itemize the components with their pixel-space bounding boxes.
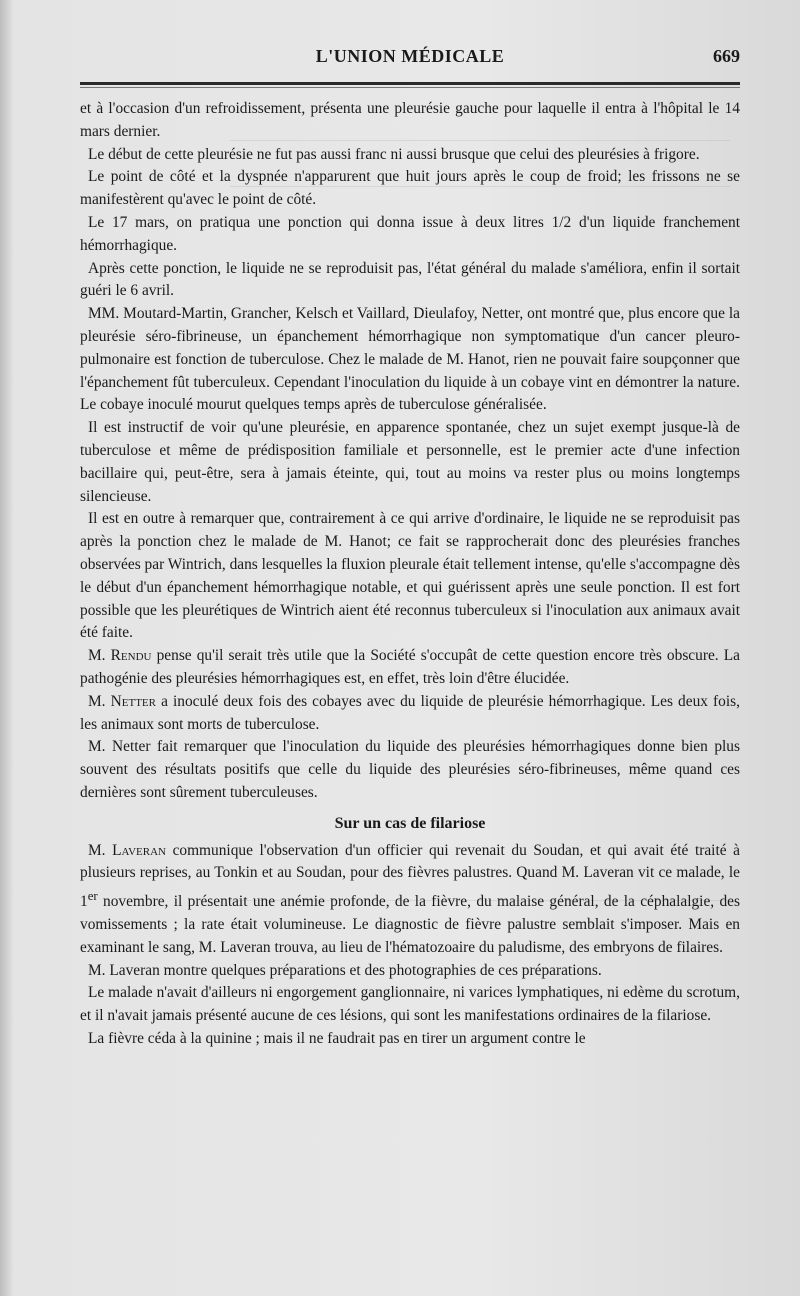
header-rule [80, 82, 740, 85]
paragraph: Le début de cette pleurésie ne fut pas aussi franc ni aussi brusque que celui des pleurésies à frigore. [88, 145, 700, 163]
paragraph: et à l'occasion d'un refroidissement, présenta une pleurésie gauche pour laquelle il entra à l'hôpital le 14 mars dernier. [80, 100, 740, 140]
section-title: Sur un cas de filariose [334, 814, 486, 832]
paragraph-netter [80, 691, 740, 737]
paragraph-text: pense qu'il serait très utile que la Société s'occupât de cette question encore très obscure. La pathogénie des pleurésies hémorrhagiques est, en effet, très loin d'être élucidée. [80, 647, 740, 687]
paragraph-laveran [80, 840, 740, 960]
paragraph: Le malade n'avait d'ailleurs ni engorgement ganglionnaire, ni varices lymphatiques, ni edème du scrotum, et il n'avait jamais présenté aucune de ces lésions, qui sont les manifestations ordinaires de la filariose. [80, 984, 740, 1025]
speaker-name: Netter [110, 692, 156, 710]
page-number: 669 [713, 46, 740, 66]
speaker-name: Rendu [110, 647, 152, 665]
paragraph: Le point de côté et la dyspnée n'apparurent que huit jours après le coup de froid; les frissons ne se manifestèrent qu'avec le point de côté. [80, 168, 740, 209]
paragraph: M. Netter fait remarquer que l'inoculation du liquide des pleurésies hémorrhagiques donne bien plus souvent des résultats positifs que celle du liquide des pleurésies séro-fibrineuses, même quand ces dernières sont sûrement tuberculeuses. [80, 738, 740, 801]
speaker-prefix: M. [88, 692, 106, 710]
paragraph: La fièvre céda à la quinine ; mais il ne faudrait pas en tirer un argument contre le [88, 1030, 586, 1047]
paragraph-rendu [80, 645, 740, 691]
running-title: L'UNION MÉDICALE [315, 46, 505, 66]
paragraph: Le 17 mars, on pratiqua une ponction qui donna issue à deux litres 1/2 d'un liquide franchement hémorrhagique. [80, 213, 740, 254]
paragraph: Après cette ponction, le liquide ne se reproduisit pas, l'état général du malade s'améliora, enfin il sortait guéri le 6 avril. [80, 259, 740, 300]
ordinal-superscript: er [87, 889, 98, 904]
paragraph: MM. Moutard-Martin, Grancher, Kelsch et Vaillard, Dieulafoy, Netter, ont montré que, plus encore que la pleurésie séro-fibrineuse, un épanchement hémorrhagique non symptomatique d'un cancer pleuro-pulmonaire est fonction de tuberculose. Chez le malade de M. Hanot, rien ne pouvait faire soupçonner que l'épanchement fût tuberculeux. Cependant l'inoculation du liquide à un cobaye vint en démontrer la nature. Le cobaye inoculé mourut quelques temps après de tuberculose généralisée. [80, 305, 740, 414]
body-text [80, 98, 740, 1051]
speaker-prefix: M. [88, 841, 106, 859]
speaker-prefix: M. [88, 647, 106, 665]
header-rule-thin [80, 87, 740, 88]
paragraph-text: novembre, il présentait une anémie profonde, de la fièvre, du malaise général, de la céphalalgie, des vomissements ; la rate était volumineuse. Le diagnostic de fièvre palustre semblait s'imposer. Mais en examinant le sang, M. Laveran trouva, au lieu de l'hématozoaire du paludisme, des embryons de filaires. [80, 893, 740, 956]
speaker-name: Laveran [112, 841, 166, 859]
paragraph-text: communique l'observation d'un officier qui revenait du Soudan, et qui avait été traité à plusieurs reprises, au Tonkin et au Soudan, pour des fièvres palustres. Quand M. Laveran vit ce malade, le 1 [80, 841, 740, 911]
page-header [80, 46, 740, 76]
paragraph: Il est instructif de voir qu'une pleurésie, en apparence spontanée, chez un sujet exempt jusque-là de tuberculose et même de prédisposition familiale et personnelle, est le premier acte d'une infection bacillaire qui, peut-être, sera à jamais éteinte, qui, tout au moins va rester plus ou moins longtemps silencieuse. [80, 419, 740, 505]
paragraph-text: a inoculé deux fois des cobayes avec du liquide de pleurésie hémorrhagique. Les deux fois, les animaux sont morts de tuberculose. [80, 692, 740, 733]
paragraph: M. Laveran montre quelques préparations et des photographies de ces préparations. [88, 961, 602, 979]
paragraph: Il est en outre à remarquer que, contrairement à ce qui arrive d'ordinaire, le liquide ne se reproduisit pas après la ponction chez le malade de M. Hanot; ce fait se rapprocherait donc des pleurésies franches observées par Wintrich, dans lesquelles la fluxion pleurale était tellement intense, qu'elle s'accompagne dès le début d'un épanchement hémorrhagique notable, et qui guérissent après une seule ponction. Il est fort possible que les pleurétiques de Wintrich aient été reconnus tuberculeux si l'inoculation aux animaux avait été faite. [80, 510, 740, 642]
